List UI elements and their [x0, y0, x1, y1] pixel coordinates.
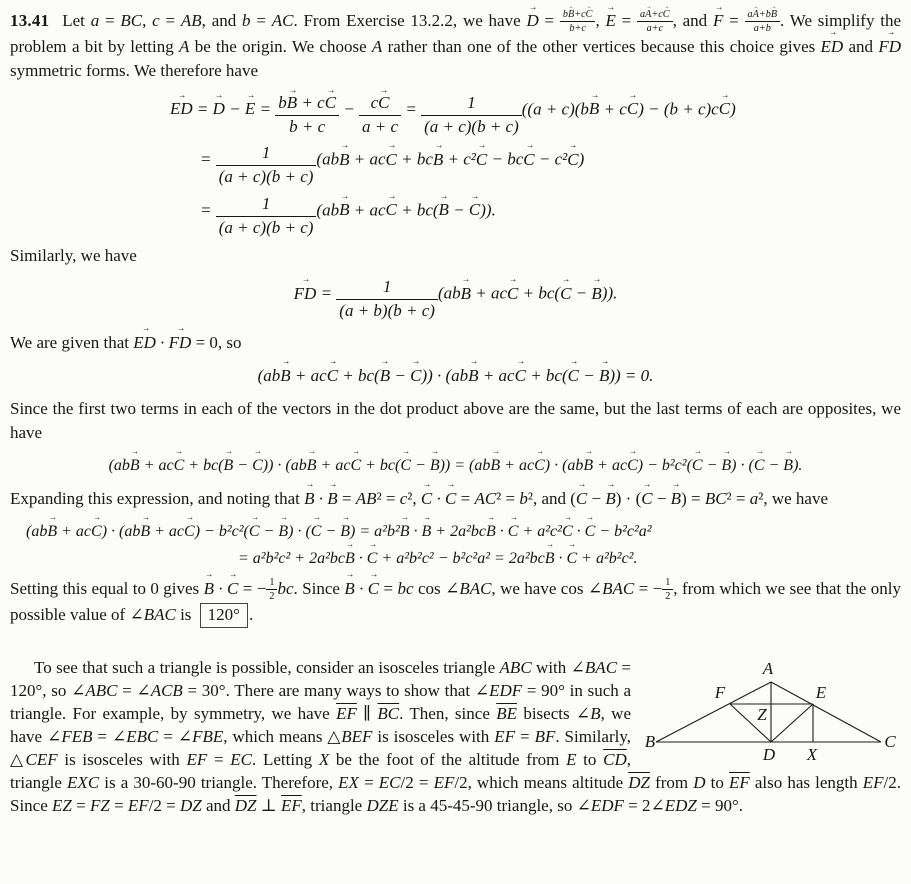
- problem-number: 13.41: [10, 11, 50, 31]
- equation-dot-product-zero: (ab→ B + ac→ C + bc(→ B − → C)) · (ab→ B + ac→ C + bc(→ C − → B)) = 0.: [10, 364, 901, 388]
- figure-label-e: E: [815, 682, 827, 702]
- paragraph-intro: [10, 9, 901, 83]
- equation-ed-line1: → ED = → D − → E = $\frac{b\to B + c\to C}{b + c}$ − $\frac{c\to C}{a + c}$ = $\frac{1}{(a + c)(b + c)}$ ((a + c)(b→ B + c→ C) − (b + c)c→ C): [10, 93, 901, 137]
- paragraph-given: We are given that → ED · → FD = 0, so: [10, 331, 901, 355]
- paragraph-conclusion: [10, 656, 901, 817]
- paragraph-setting: Setting this equal to 0 gives → B · → C = − $\frac{1}{2}$ bc. Since → B · → C = bc cos ∠BAC, we have cos ∠BAC = − $\frac{1}{2}$ , from which we see that the only possible value of ∠BAC is 120° .: [10, 577, 901, 628]
- intro-text: Let a = BC, c = AB, and b = AC. From Exercise 13.2.2, we have → D = $\frac{b\to B+c\to C}{b+c}$ , → E = $\frac{a\to A+c\to C}{a+c}$ , and → F = $\frac{a\to A+b\to B}{a+b}$ . We simplify the problem a bit by letting A be the origin. We choose A rather than one of the other vertices because this choice gives → ED and → FD symmetric forms. We therefore have: [10, 11, 901, 80]
- figure-label-d: D: [762, 744, 776, 764]
- equation-ed-line2: = $\frac{1}{(a + c)(b + c)}$ (ab→ B + ac→ C + bc→ B + c²→ C − bc→ C − c²→ C): [10, 143, 901, 187]
- paragraph-similarly: Similarly, we have: [10, 246, 137, 266]
- equation-expansion-line1: (ab→ B + ac→ C) · (ab→ B + ac→ C) − b²c²(→ C − → B) · (→ C − → B) = a²b²→ B · → B + 2a²bc→ B · → C + a²c²→ C · → C − b²c²a²: [10, 520, 901, 544]
- triangle-figure-lines: [656, 682, 881, 742]
- figure-label-a: A: [762, 658, 774, 678]
- conclusion-text: To see that such a triangle is possible, consider an isosceles triangle ABC with ∠BAC = 120°, so ∠ABC = ∠ACB = 30°. There are many ways to show that ∠EDF = 90° in such a triangle. For example, by symmetry, we have $\overline{EF}$ ∥ $\overline{BC}$. Then, since $\overline{BE}$ bisects ∠B, we have ∠FEB = ∠EBC = ∠FBE, which means △BEF is isosceles with EF = BF. Similarly, △CEF is isosceles with EF = EC. Letting X be the foot of the altitude from E to $\overline{CD}$, triangle EXC is a 30-60-90 triangle. Therefore, EX = EC/2 = EF/2, which means altitude $\overline{DZ}$ from D to $\overline{EF}$ also has length EF/2. Since EZ = FZ = EF/2 = DZ and $\overline{DZ}$ ⊥ $\overline{EF}$, triangle DZE is a 45-45-90 triangle, so ∠EDF = 2∠EDZ = 90°.: [10, 657, 902, 815]
- equation-block-expansion: [10, 520, 901, 571]
- triangle-abc-outline: [656, 682, 881, 742]
- equation-fd: → FD = $\frac{1}{(a + b)(b + c)}$ (ab→ B + ac→ C + bc(→ C − → B)).: [10, 277, 901, 321]
- equation-expansion-line2: = a²b²c² + 2a²bc→ B · → C + a²b²c² − b²c²a² = 2a²bc→ B · → C + a²b²c².: [10, 547, 901, 571]
- figure-label-c: C: [884, 731, 896, 751]
- equation-same-opposites: (ab→ B + ac→ C + bc(→ B − → C)) · (ab→ B + ac→ C + bc(→ C − → B)) = (ab→ B + ac→ C) · (ab→ B + ac→ C) − b²c²(→ C − → B) · (→ C − → B).: [10, 454, 901, 478]
- paragraph-expanding: Expanding this expression, and noting that → B · → B = AB² = c², → C · → C = AC² = b², and (→ C − → B) · (→ C − → B) = BC² = a², we have: [10, 487, 901, 511]
- figure-label-f: F: [714, 682, 726, 702]
- figure-label-b: B: [644, 731, 656, 751]
- triangle-figure: [643, 654, 901, 767]
- equation-block-ed: [10, 93, 901, 238]
- paragraph-since: Since the first two terms in each of the vectors in the dot product above are the same, but the last terms of each are opposites, we have: [10, 398, 901, 442]
- figure-label-z: Z: [757, 704, 767, 724]
- segment-ed: [771, 704, 813, 742]
- equation-ed-line3: = $\frac{1}{(a + c)(b + c)}$ (ab→ B + ac→ C + bc(→ B − → C)).: [10, 194, 901, 238]
- triangle-figure-svg: [643, 654, 901, 767]
- figure-label-x: X: [806, 744, 818, 764]
